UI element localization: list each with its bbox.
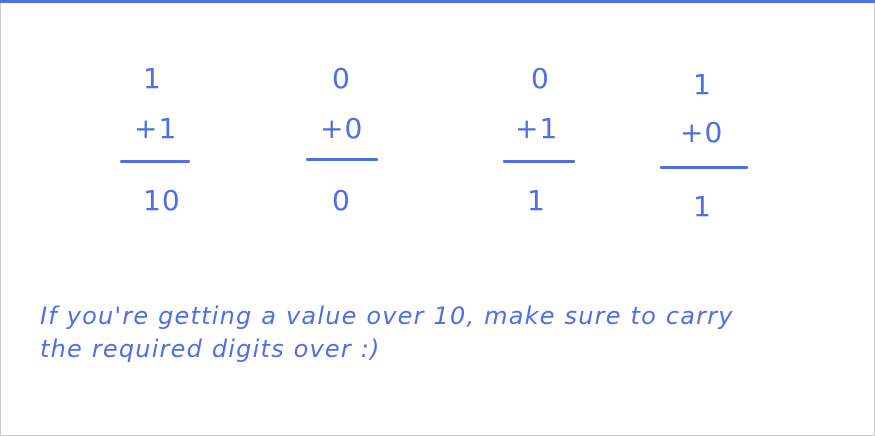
problem-4-result: 1 — [693, 190, 712, 223]
problem-2-result: 0 — [332, 184, 351, 217]
top-accent-bar — [0, 0, 875, 3]
problem-1-result: 10 — [143, 184, 181, 217]
problem-3-result: 1 — [527, 184, 546, 217]
problem-1-top-digit: 1 — [143, 62, 162, 95]
note-line-1: If you're getting a value over 10, make sure to carry — [40, 302, 734, 330]
problem-2-sum-line — [306, 158, 378, 161]
problem-3-sum-line — [503, 160, 575, 163]
problem-2-top-digit: 0 — [332, 62, 351, 95]
problem-1-sum-line — [120, 160, 190, 163]
problem-1-addend: +1 — [134, 112, 178, 145]
problem-3-top-digit: 0 — [531, 62, 550, 95]
problem-4-top-digit: 1 — [693, 68, 712, 101]
problem-4-addend: +0 — [680, 116, 724, 149]
note-line-2: the required digits over :) — [40, 335, 381, 363]
problem-4-sum-line — [660, 166, 748, 169]
problem-3-addend: +1 — [515, 112, 559, 145]
problem-2-addend: +0 — [320, 112, 364, 145]
handwritten-note — [40, 300, 840, 366]
